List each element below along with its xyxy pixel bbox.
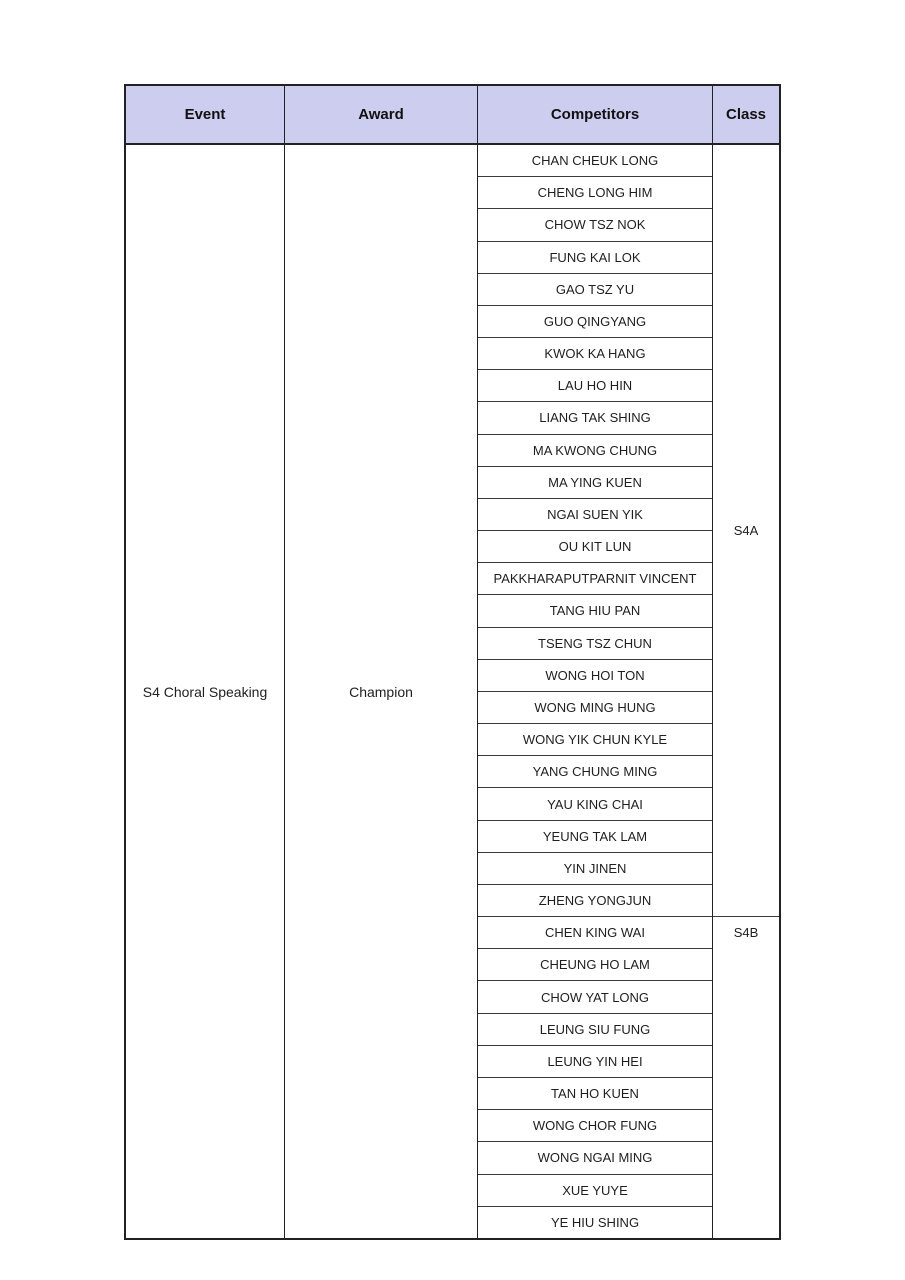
competitor-row: TANG HIU PAN: [478, 595, 712, 627]
class-label: S4A: [733, 522, 759, 538]
competitor-row: KWOK KA HANG: [478, 338, 712, 370]
competitor-row: TSENG TSZ CHUN: [478, 628, 712, 660]
competitors-column: [478, 145, 713, 1238]
competitor-row: GAO TSZ YU: [478, 274, 712, 306]
competitor-row: TAN HO KUEN: [478, 1078, 712, 1110]
competitor-row: GUO QINGYANG: [478, 306, 712, 338]
competitor-row: WONG CHOR FUNG: [478, 1110, 712, 1142]
results-table: [124, 84, 781, 1240]
competitor-row: CHOW YAT LONG: [478, 981, 712, 1013]
competitor-row: LAU HO HIN: [478, 370, 712, 402]
competitor-row: WONG NGAI MING: [478, 1142, 712, 1174]
class-cell: [713, 916, 779, 1238]
competitor-row: CHAN CHEUK LONG: [478, 145, 712, 177]
competitor-row: OU KIT LUN: [478, 531, 712, 563]
competitor-row: WONG HOI TON: [478, 660, 712, 692]
header-award: Award: [285, 86, 478, 143]
competitor-row: LIANG TAK SHING: [478, 402, 712, 434]
competitor-row: YE HIU SHING: [550, 1214, 640, 1230]
competitor-row: MA KWONG CHUNG: [478, 435, 712, 467]
competitor-row: YIN JINEN: [478, 853, 712, 885]
competitor-row: XUE YUYE: [478, 1175, 712, 1207]
competitor-row: WONG MING HUNG: [478, 692, 712, 724]
competitor-row: YANG CHUNG MING: [478, 756, 712, 788]
competitor-row: LEUNG YIN HEI: [478, 1046, 712, 1078]
class-column: [713, 145, 779, 1238]
header-class: Class: [725, 106, 767, 123]
competitor-row: YAU KING CHAI: [478, 788, 712, 820]
event-cell: S4 Choral Speaking: [126, 145, 285, 1238]
competitor-row: CHOW TSZ NOK: [478, 209, 712, 241]
competitor-row: CHENG LONG HIM: [478, 177, 712, 209]
header-competitors: Competitors: [478, 86, 713, 143]
competitor-row: CHEUNG HO LAM: [478, 949, 712, 981]
class-label: S4B: [733, 924, 759, 940]
competitor-row: NGAI SUEN YIK: [478, 499, 712, 531]
competitor-row: ZHENG YONGJUN: [478, 885, 712, 917]
competitor-row: YEUNG TAK LAM: [478, 821, 712, 853]
competitor-row: PAKKHARAPUTPARNIT VINCENT: [478, 563, 712, 595]
header-event: Event: [126, 86, 285, 143]
competitor-row: CHEN KING WAI: [478, 917, 712, 949]
competitor-row: LEUNG SIU FUNG: [478, 1014, 712, 1046]
table-header-row: [126, 86, 779, 145]
class-cell: [713, 145, 779, 916]
competitor-row: WONG YIK CHUN KYLE: [478, 724, 712, 756]
award-cell: Champion: [285, 145, 478, 1238]
competitor-row: MA YING KUEN: [478, 467, 712, 499]
competitor-row: FUNG KAI LOK: [478, 242, 712, 274]
table-body: [126, 145, 779, 1238]
